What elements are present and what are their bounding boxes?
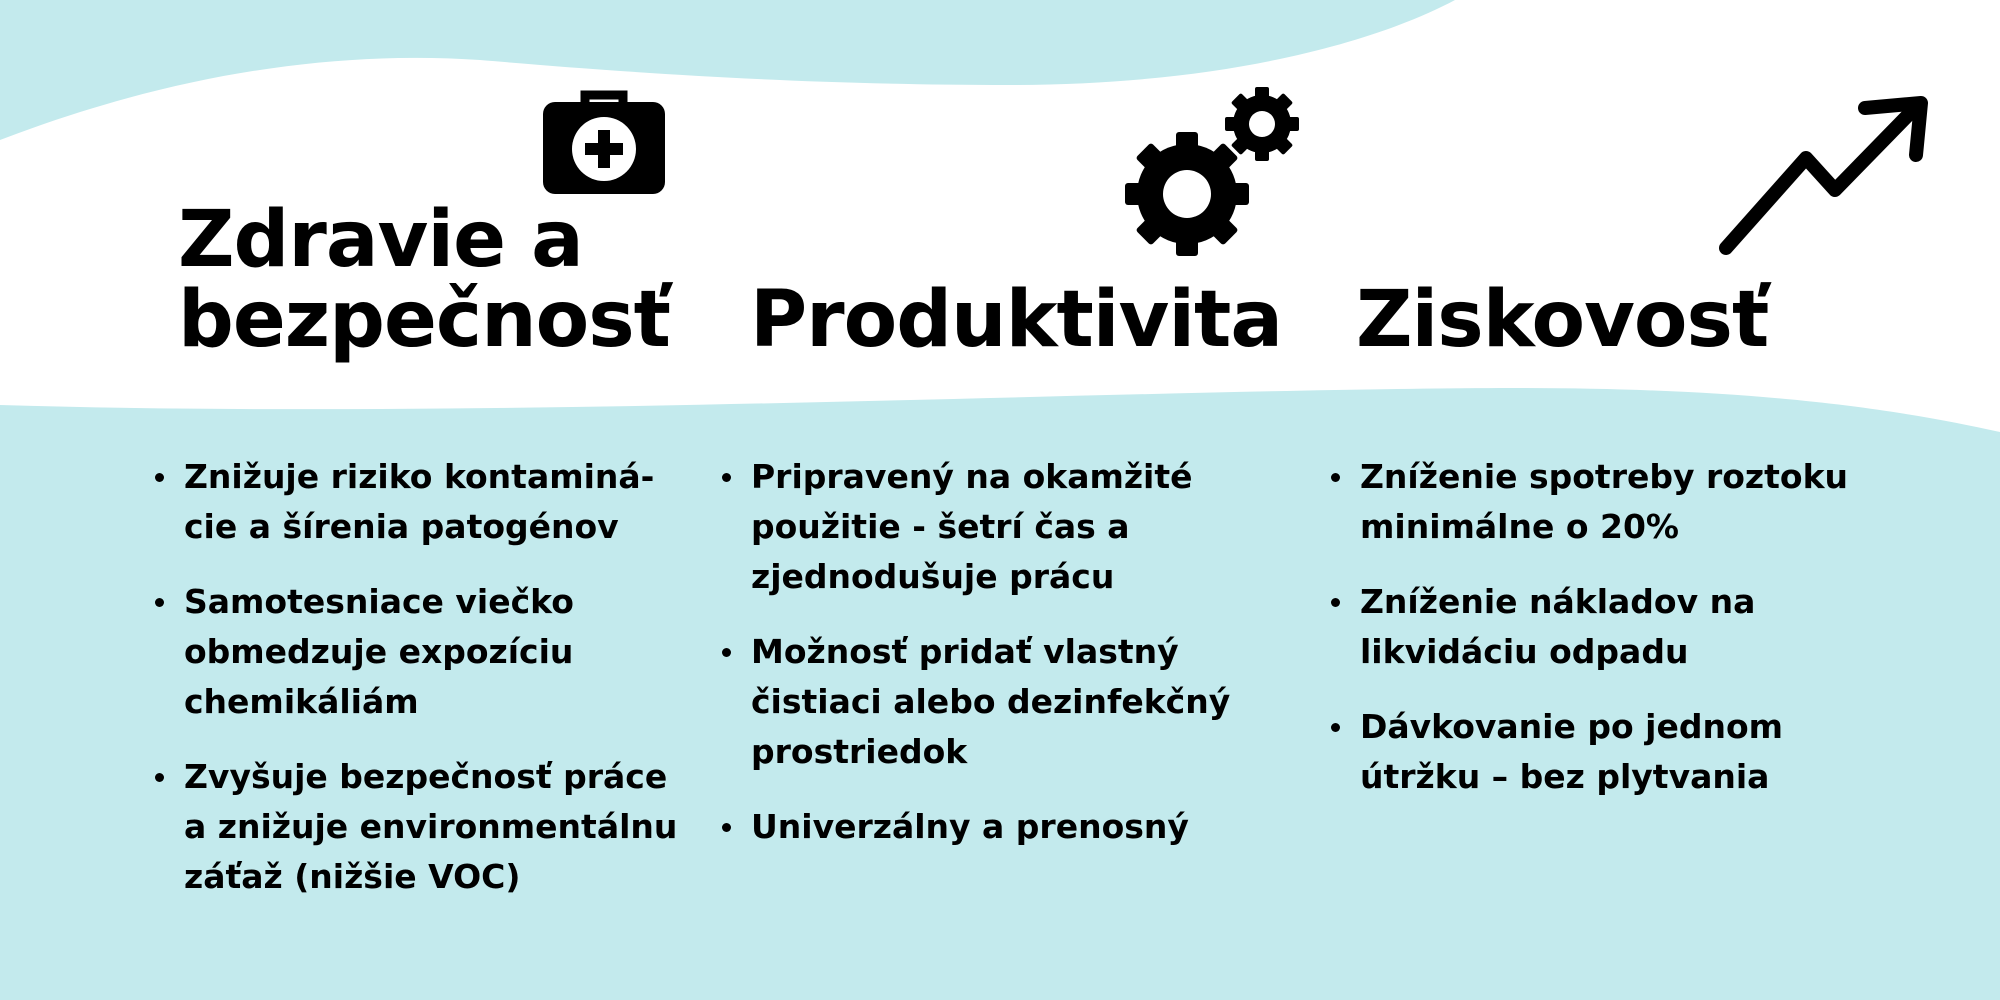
list-item: Zníženie spotreby roztoku minimálne o 20% [1332,452,1892,552]
list-item: Možnosť pridať vlastný čistiaci alebo dezinfekčný prostriedok [723,627,1248,777]
list-ziskovost [1332,452,1892,827]
trend-up-arrow-icon [1715,95,1930,260]
list-zdravie [156,452,696,927]
list-item: Zvyšuje bezpečnosť práce a znižuje environmentálnu záťaž (nižšie VOC) [156,752,696,902]
first-aid-kit-icon [543,86,665,194]
heading-produktivita-line-1: Produktivita [750,275,1282,365]
heading-zdravie-line-1: Zdravie a [178,195,583,285]
heading-ziskovost [1356,275,1769,365]
list-item: Znižuje riziko kontaminá-cie a šírenia patogénov [156,452,696,552]
list-item: Dávkovanie po jednom útržku – bez plytvania [1332,702,1892,802]
list-item: Univerzálny a prenosný [723,802,1248,852]
heading-ziskovost-line-1: Ziskovosť [1356,275,1769,365]
list-produktivita [723,452,1248,877]
list-item: Zníženie nákladov na likvidáciu odpadu [1332,577,1892,677]
list-item: Pripravený na okamžité použitie - šetrí čas a zjednodušuje prácu [723,452,1248,602]
heading-produktivita [750,275,1282,365]
gears-icon [1125,84,1305,256]
heading-zdravie [178,195,670,365]
heading-zdravie-line-2: bezpečnosť [178,275,670,365]
list-item: Samotesniace viečko obmedzuje expozíciu chemikáliám [156,577,696,727]
